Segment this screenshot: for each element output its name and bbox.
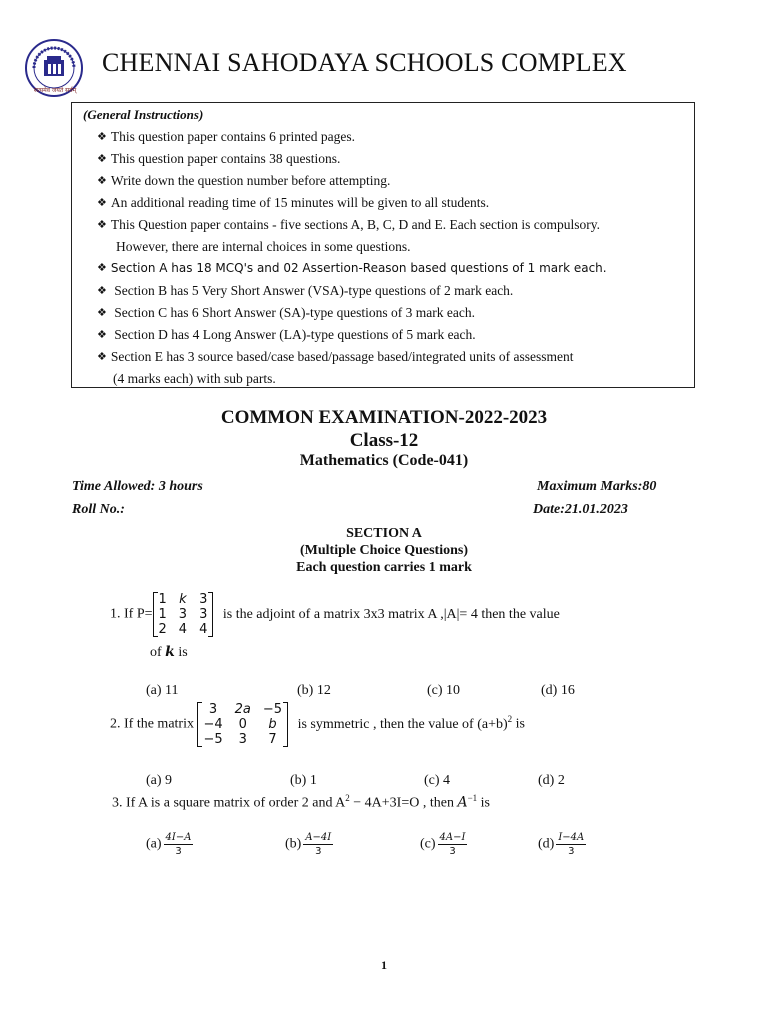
section-subtitle: (Multiple Choice Questions) — [300, 543, 468, 558]
question-2-option-a: (a) 9 — [146, 773, 173, 788]
question-1-option-d: (d) 16 — [541, 683, 575, 698]
diamond-bullet-icon: ❖ — [97, 307, 107, 319]
instruction-item: ❖ This question paper contains 6 printed pages. — [97, 129, 355, 144]
diamond-bullet-icon: ❖ — [97, 261, 107, 274]
instruction-item: ❖ Section D has 4 Long Answer (LA)-type questions of 5 mark each. — [97, 327, 476, 342]
question-3: 3. If A is a square matrix of order 2 and $A^2 - 4A+3I=O$ , then $A^{-1}$ is — [112, 793, 491, 811]
logo-caption: सत्यमेव जयते सर्वम् — [33, 87, 77, 94]
roll-number: Roll No.: — [72, 502, 125, 517]
question-3-option-c: (c) $\frac{4A-I}{3}$ — [420, 832, 466, 857]
diamond-bullet-icon: ❖ — [97, 153, 107, 165]
question-2-option-b: (b) 1 — [290, 773, 317, 788]
diamond-bullet-icon: ❖ — [97, 351, 107, 363]
instructions-heading: (General Instructions) — [83, 107, 204, 122]
diamond-bullet-icon: ❖ — [97, 219, 107, 231]
section-title: SECTION A — [346, 526, 422, 541]
instruction-continuation: However, there are internal choices in some questions. — [116, 239, 411, 254]
page-number: 1 — [381, 958, 387, 972]
instruction-item: ❖ Section A has 18 MCQ's and 02 Assertion-Reason based questions of 1 mark each. — [97, 261, 607, 275]
question-1-option-a: (a) 11 — [146, 683, 179, 698]
instruction-item: ❖ Section C has 6 Short Answer (SA)-type questions of 3 mark each. — [97, 305, 475, 320]
question-2-option-c: (c) 4 — [424, 773, 451, 788]
question-1-line2: of k is — [150, 644, 188, 660]
question-2-matrix: 3 2a −5 −4 0 b −5 3 7 — [197, 702, 288, 747]
question-2-option-d: (d) 2 — [538, 773, 565, 788]
instruction-item: ❖ Write down the question number before attempting. — [97, 173, 391, 188]
instruction-item: ❖ This Question paper contains - five sections A, B, C, D and E. Each section is compulsory. — [97, 217, 601, 232]
exam-title: COMMON EXAMINATION-2022-2023 — [220, 407, 548, 428]
question-3-option-d: (d) $\frac{I-4A}{3}$ — [538, 832, 585, 857]
diamond-bullet-icon: ❖ — [97, 175, 107, 187]
time-allowed: Time Allowed: 3 hours — [72, 479, 203, 494]
exam-date: Date:21.01.2023 — [533, 502, 628, 517]
diamond-bullet-icon: ❖ — [97, 329, 107, 341]
question-3-option-b: (b) $\frac{A-4I}{3}$ — [285, 832, 332, 857]
page-title: CHENNAI SAHODAYA SCHOOLS COMPLEX — [102, 48, 627, 77]
question-1: 1. If P= 1 k 3 1 3 3 2 4 4 is the adjoint of a matrix 3x3 matrix A ,|A|= 4 then the value — [110, 592, 560, 637]
maximum-marks: Maximum Marks:80 — [537, 479, 657, 494]
diamond-bullet-icon: ❖ — [97, 131, 107, 143]
question-1-matrix: 1 k 3 1 3 3 2 4 4 — [153, 592, 214, 637]
instruction-continuation: (4 marks each) with sub parts. — [113, 371, 276, 386]
diamond-bullet-icon: ❖ — [97, 285, 107, 297]
exam-class: Class-12 — [349, 430, 419, 451]
diamond-bullet-icon: ❖ — [97, 197, 107, 209]
instruction-item: ❖ Section E has 3 source based/case based/passage based/integrated units of assessment — [97, 349, 574, 364]
section-marks-note: Each question carries 1 mark — [296, 560, 472, 575]
exam-subject: Mathematics (Code-041) — [299, 452, 469, 469]
question-2: 2. If the matrix 3 2a −5 −4 0 b −5 3 7 is symmetric , then the value of $(a+b)^2$ is — [110, 702, 525, 747]
question-1-option-c: (c) 10 — [427, 683, 461, 698]
instruction-item: ❖ Section B has 5 Very Short Answer (VSA)-type questions of 2 mark each. — [97, 283, 514, 298]
question-3-option-a: (a) $\frac{4I-A}{3}$ — [146, 832, 192, 857]
instruction-item: ❖ An additional reading time of 15 minutes will be given to all students. — [97, 195, 490, 210]
instruction-item: ❖ This question paper contains 38 questions. — [97, 151, 341, 166]
question-1-option-b: (b) 12 — [297, 683, 331, 698]
